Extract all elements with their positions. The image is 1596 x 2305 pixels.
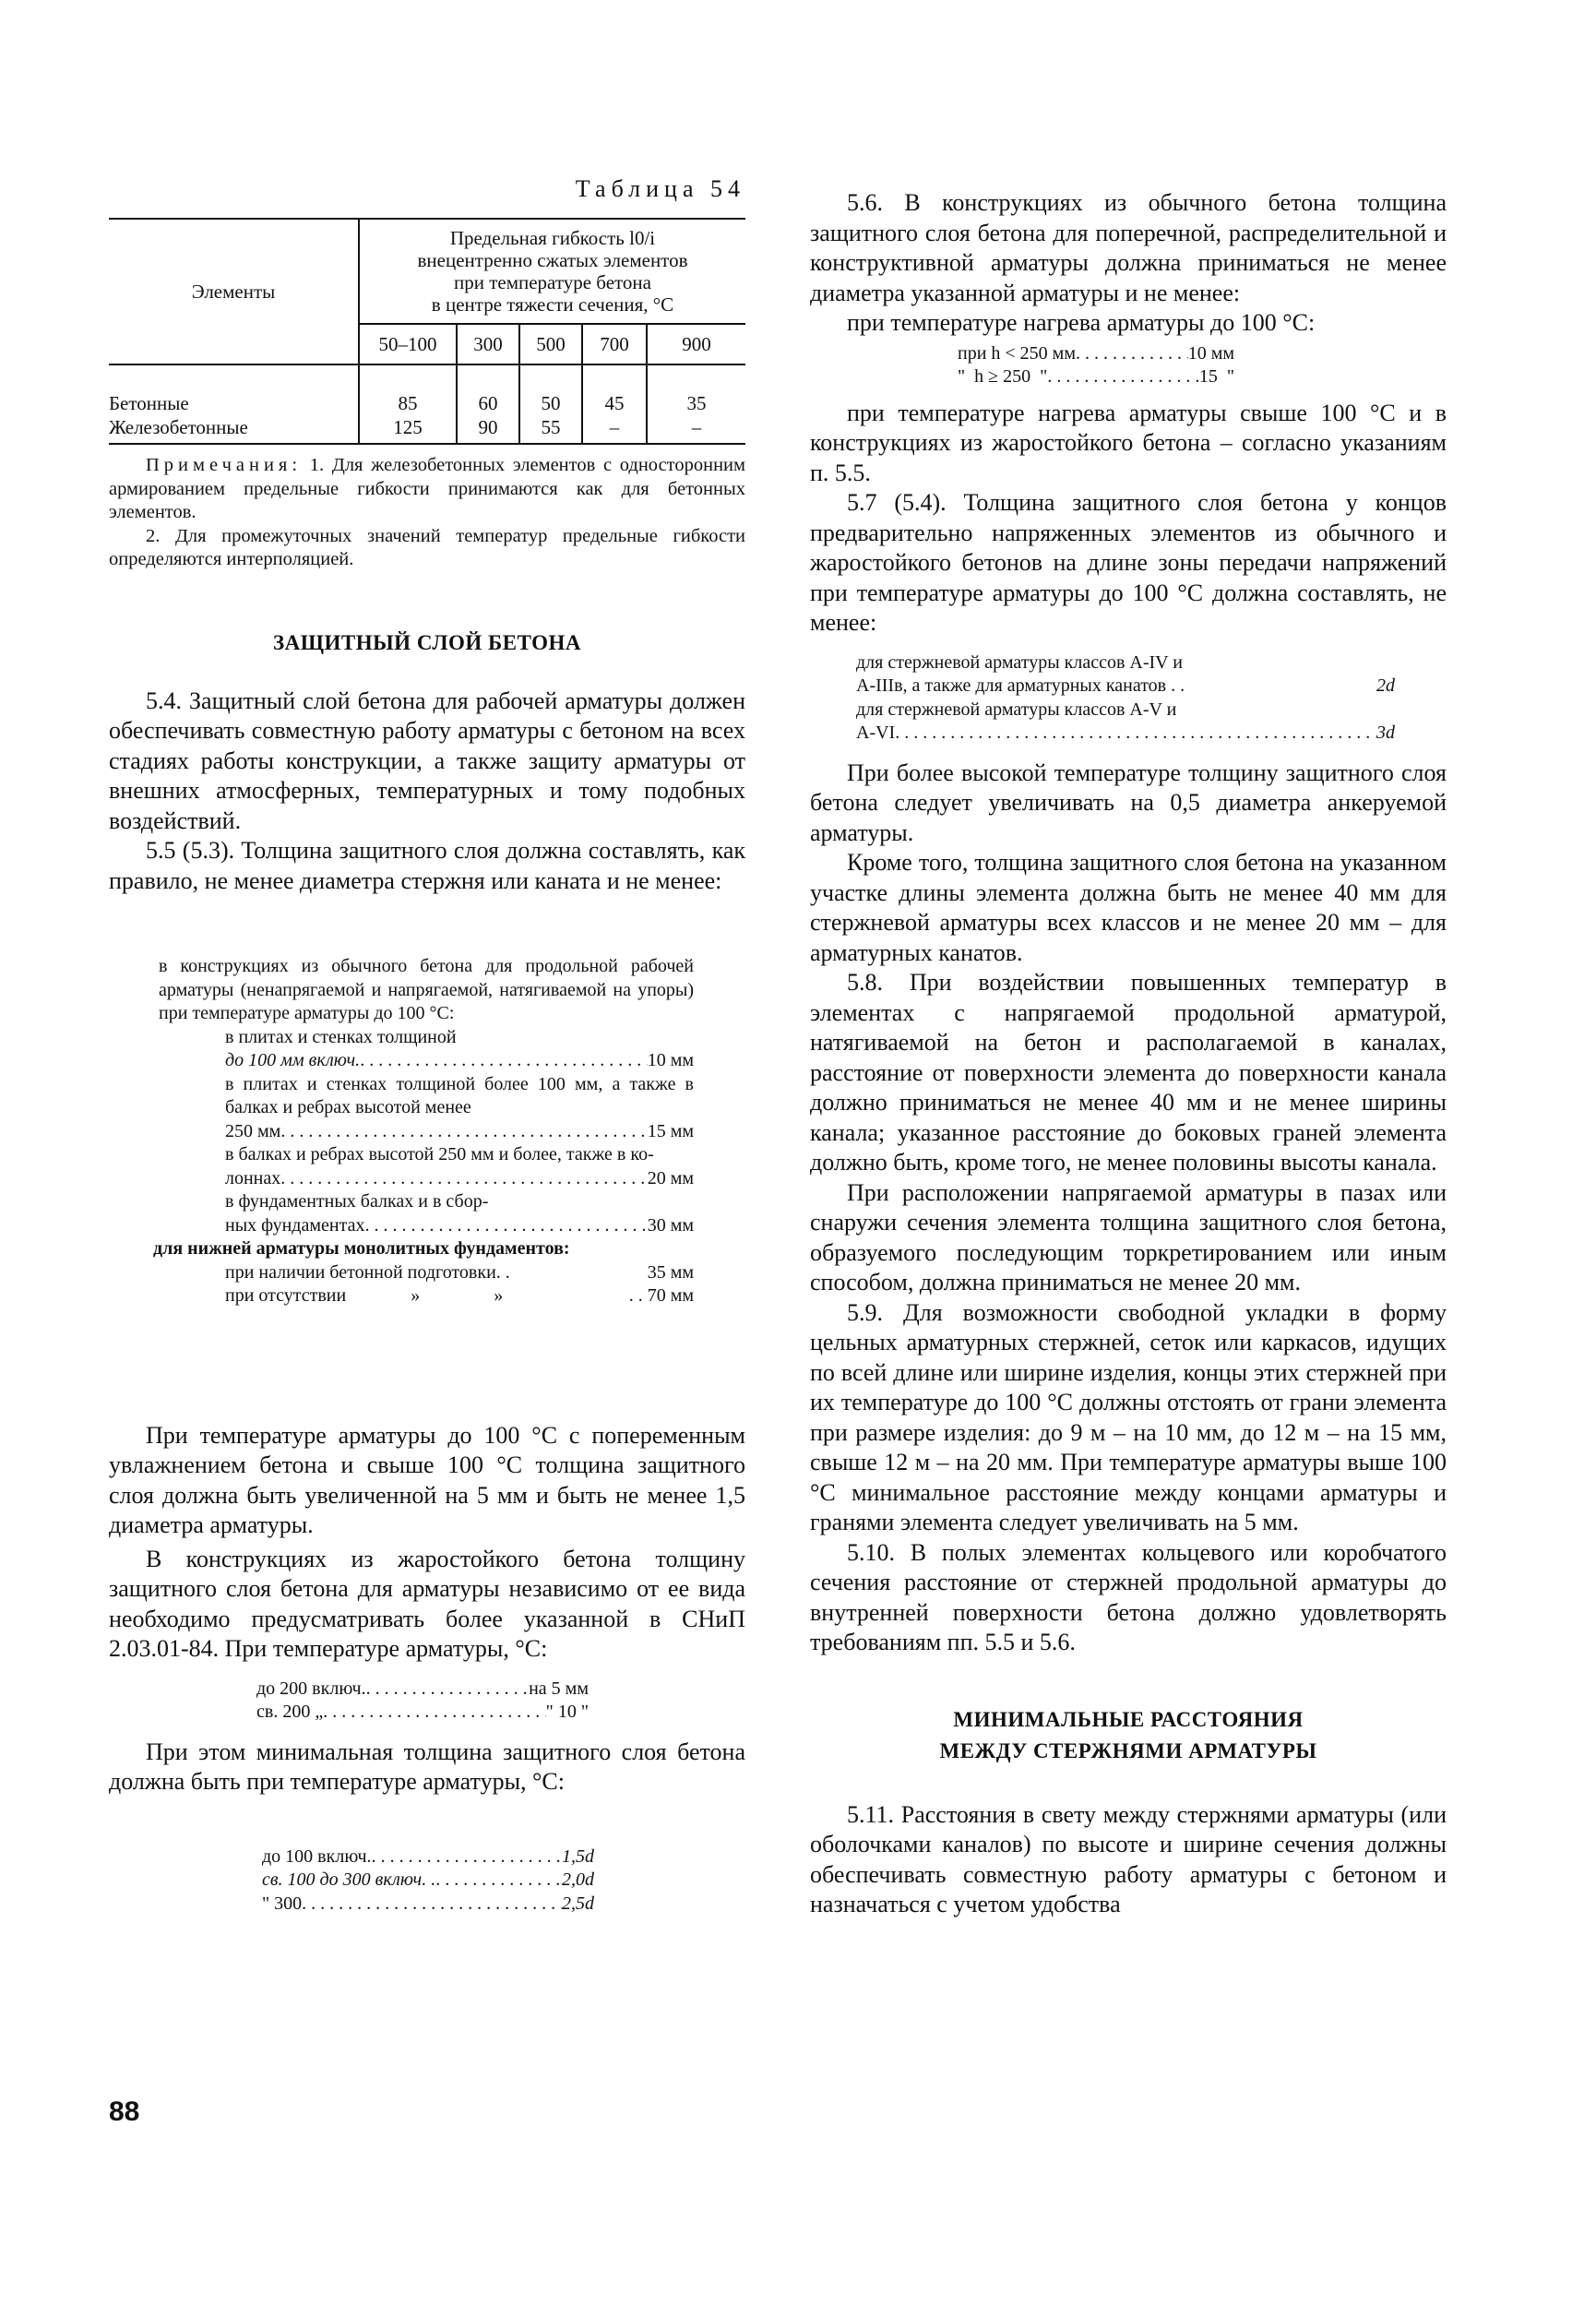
table-header-temp: 700 (582, 324, 647, 364)
list-item: в фундаментных балках и в сбор- (225, 1191, 489, 1212)
paragraph-temp-100: При температуре арматуры до 100 °С с попеременным увлажнением бетона и свыше 100 °С толщина защитного слоя должна быть увеличенной на 5 мм и быть не менее 1,5 диаметра арматуры. (109, 1421, 745, 1538)
list-item: при отсутствии » » . . 70 мм (225, 1285, 694, 1306)
paragraph-5-5: 5.5 (5.3). Толщина защитного слоя должна составлять, как правило, не менее диаметра стержня или каната и не менее: (109, 837, 745, 894)
paragraph-5-7: 5.7 (5.4). Толщина защитного слоя бетона у концов предварительно напряженных элементов из обычного и жаростойкого бетонов на длине зоны передачи напряжений при температуре арматуры до 100 °С должна составлять, не менее: (810, 489, 1447, 636)
slenderness-table (109, 218, 745, 443)
list-item: до 100 включ. . . . 1,5d (262, 1845, 594, 1869)
list-item: " 300 . . . 2,5d (262, 1893, 594, 1917)
table-header-temp: 50–100 (359, 324, 457, 364)
list-item: при h < 250 мм . . . 10 мм (958, 342, 1234, 366)
list-item: в балках и ребрах высотой 250 мм и более, также в ко- (225, 1144, 654, 1164)
paragraph-5-6: 5.6. В конструкциях из обычного бетона толщина защитного слоя бетона для поперечной, распределительной и конструктивной арматуры должна приниматься не менее диаметра указанной арматуры и не менее: (810, 189, 1447, 306)
paragraph-5-10: 5.10. В полых элементах кольцевого или коробчатого сечения расстояние от стержней продольной арматуры до внутренней поверхности бетона должно удовлетворять требованиям пп. 5.5 и 5.6. (810, 1538, 1447, 1655)
list-item: до 100 мм включ. . . . 10 мм (225, 1049, 694, 1073)
paragraph-5-8-grooves: При расположении напрягаемой арматуры в пазах или снаружи сечения элемента толщина защитного слоя бетона, образуемого последующим торкретированием или иным способом, должна приниматься не менее 20 мм. (810, 1178, 1447, 1296)
paragraph-5-8: 5.8. При воздействии повышенных температур в элементах с напрягаемой продольной арматурой, натягиваемой на бетон и располагаемой в каналах, расстояние от поверхности элемента до поверхности канала должно приниматься не менее 40 мм и не менее ширины канала; указанное расстояние до боковых граней элемента должно быть, кроме того, не менее половины высоты канала. (810, 969, 1447, 1176)
paragraph-5-4: 5.4. Защитный слой бетона для рабочей арматуры должен обеспечивать совместную работу арматуры с бетоном на всех стадиях работы конструкции, а также защиту арматуры от внешних атмосферных, температурных и тому подобных воздействий. (109, 687, 745, 834)
list-item: 250 мм . . . 15 мм (225, 1120, 694, 1144)
list-item: в плитах и стенках толщиной (225, 1026, 457, 1047)
paragraph-5-6-above: при температуре нагрева арматуры свыше 100 °С и в конструкциях из жаростойкого бетона – согласно указаниям п. 5.5. (810, 399, 1447, 486)
table-header-elements: Элементы (109, 219, 359, 364)
table-header-temp: 900 (647, 324, 745, 364)
table-header-temp: 300 (457, 324, 519, 364)
table-row: Бетонные 85 60 50 45 35 (109, 364, 745, 415)
paragraph-5-11: 5.11. Расстояния в свету между стержнями арматуры (или оболочками каналов) по высоте и ширине сечения должны обеспечивать совместную работу арматуры с бетоном и назначаться с учетом удобства (810, 1800, 1447, 1917)
left-column (109, 175, 745, 1916)
list-item: А-IIIв, а также для арматурных канатов . . 2d (856, 675, 1395, 696)
list-item: для стержневой арматуры классов А-V и (856, 699, 1177, 720)
list-item: св. 100 до 300 включ. . . . . 2,0d (262, 1869, 594, 1893)
table-header-slenderness: Предельная гибкость l0/i внецентренно сжатых элементов при температуре бетона в центре тяжести сечения, °С (359, 219, 745, 324)
table-row: Железобетонные 125 90 55 – – (109, 415, 745, 443)
paragraph-5-7-high: При более высокой температуре толщину защитного слоя бетона следует увеличивать на 0,5 диаметра анкеруемой арматуры. (810, 758, 1447, 846)
thickness-list (153, 955, 694, 1308)
min-thickness-list (262, 1845, 594, 1917)
section-heading-min-distances: МИНИМАЛЬНЫЕ РАССТОЯНИЯ МЕЖДУ СТЕРЖНЯМИ АРМАТУРЫ (939, 1707, 1317, 1762)
list-item: А-VI . . . 3d (856, 722, 1395, 746)
paragraph-refractory: В конструкциях из жаростойкого бетона толщину защитного слоя бетона для арматуры независимо от ее вида необходимо предусматривать более указанной в СНиП 2.03.01-84. При температуре арматуры, °С: (109, 1545, 745, 1662)
refractory-list (256, 1678, 589, 1725)
table-note-1: Примечания: 1. Для железобетонных элементов с односторонним армированием предельные гибкости принимаются как для бетонных элементов. (109, 455, 745, 522)
right-column (810, 175, 1447, 1920)
list-item: при наличии бетонной подготовки. . 35 мм (225, 1261, 694, 1283)
list-item: для стержневой арматуры классов А-IV и (856, 651, 1183, 673)
paragraph-5-6-temp: при температуре нагрева арматуры до 100 °С: (847, 309, 1316, 336)
list-item: ных фундаментах . . . 30 мм (225, 1214, 694, 1238)
table-note-2: 2. Для промежуточных значений температур предельные гибкости определяются интерполяцией. (109, 525, 745, 569)
list-item: лоннах . . . 20 мм (225, 1167, 694, 1191)
list-item: до 200 включ. . . . на 5 мм (256, 1678, 589, 1702)
table-header-temp: 500 (519, 324, 582, 364)
class-list (856, 651, 1395, 746)
list-intro: в конструкциях из обычного бетона для продольной рабочей арматуры (ненапрягаемой и напрягаемой, натягиваемой на упоры) при температуре арматуры до 100 °С: (159, 956, 694, 1023)
page-number: 88 (109, 2096, 140, 2127)
list-item: в плитах и стенках толщиной более 100 мм, а также в балках и ребрах высотой менее (225, 1073, 694, 1117)
paragraph-5-7-also: Кроме того, толщина защитного слоя бетона на указанном участке длины элемента должна быть не менее 40 мм для стержневой арматуры всех классов и не менее 20 мм – для арматурных канатов. (810, 849, 1447, 966)
paragraph-min-thickness: При этом минимальная толщина защитного слоя бетона должна быть при температуре арматуры, °С: (109, 1738, 745, 1795)
height-list (958, 342, 1234, 389)
section-heading-protective-layer: ЗАЩИТНЫЙ СЛОЙ БЕТОНА (272, 630, 582, 654)
list-item: " h ≥ 250 " . . . 15 " (958, 365, 1234, 389)
list-item: для нижней арматуры монолитных фундаментов: (153, 1238, 570, 1259)
list-item: св. 200 „ . . . " 10 " (256, 1701, 589, 1725)
table-title: Таблица 54 (575, 175, 745, 202)
paragraph-5-9: 5.9. Для возможности свободной укладки в форму цельных арматурных стержней, сеток или каркасов, идущих по всей длине или ширине изделия, концы этих стержней при их температуре до 100 °С должны отстоять от грани элемента при размере изделия: до 9 м – на 10 мм, до 12 м – на 15 мм, свыше 12 м – на 20 мм. При температуре арматуры выше 100 °С минимальное расстояние между концами арматуры и гранями элемента следует увеличивать на 5 мм. (810, 1298, 1447, 1535)
